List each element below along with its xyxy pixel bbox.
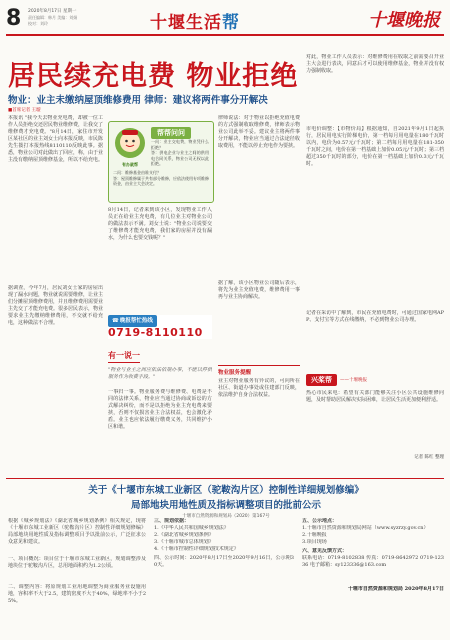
right-text-2: 市电价调整：【市物价局】根据通知，自2021年9月1日起执行，居民用电实行阶梯电价，第一档每月用电量在180千瓦时以内，电价为0.57元/千瓦时；第二档每月用电量在181-350千瓦时之间，电价在第一档基础上加价0.05元/千瓦时；第三档超过350千瓦时的部分，电价在第一档基础上加价0.3元/千瓦时。 [306, 126, 444, 167]
hotline-number: 0719-8110110 [108, 326, 203, 339]
ann-footer: 十堰市自然资源和规划局 2020年8月17日 [347, 586, 444, 592]
right-text-1: 对此，物业工作人员表示：对维修费用在收取之前需要召开业主大会进行表决，同意后才可以使用维修基金，物业并没有权力强制收取。 [306, 54, 444, 74]
page-number: 8 [6, 6, 22, 31]
ann-col1-para1: 根据《城乡规划法》《湖北省城乡规划条例》相关规定，现将《十堰市东城工业新区（驼鞍沟片区）控制性详细规划修编》局部地块用地性质及指标调整项目予以批前公示，广泛征求公众意见和建议。 [8, 518, 146, 545]
ann-col2-item-1: 1.《中华人民共和国城乡规划法》 [154, 525, 229, 531]
mascot-caption: 有办就帮 [122, 162, 138, 167]
mascot-icon [113, 126, 147, 160]
date-line: 2020年8月17日 星期一 [28, 9, 77, 14]
ann-col1-para2: 一、项目概况：项目位于十堰市东城工业新区，规划调整涉及地块位于驼鞍沟片区，总用地面积约为1.2公顷。 [8, 556, 146, 569]
hotline-banner [108, 315, 212, 339]
announcement [8, 482, 444, 638]
ann-col3-contact: 联系电话：0719-8102838 传真：0719-8642972 0719-12336 电子邮箱：sy123336@163.com [302, 555, 444, 568]
headline: 居民续充电费 物业拒绝 [8, 61, 299, 92]
announcement-col-3 [302, 518, 444, 636]
ann-col2-item-4: 4.《十堰市控制性详细规划技术规定》 [154, 546, 239, 552]
body-col-2: 据调查，今年7月，居民刘女士家的房屋出现了漏水问题，物业就说需要维修，让业主们分摊屋顶维修费用，并且维修费用需要业主先交了才能充电费。很多居民表示，物业要求业主先缴纳维修费用，不交就不给充电，这种做法不合理。 [8, 285, 103, 326]
announcement-title-2: 局部地块用地性质及指标调整项目的批前公示 [130, 500, 321, 511]
subheadline: 物业：业主未缴纳屋顶维修费用 律师：建议将两件事分开解决 [8, 95, 268, 106]
tips-box [108, 121, 214, 203]
ann-col1-para3: 二、调整内容：将原规划工业用地调整为商业服务业设施用地，容积率不大于2.5，建筑密度不大于40%，绿地率不小于25%。 [8, 584, 146, 604]
ann-col2-heading: 三、规划依据： [154, 518, 190, 524]
announcement-docnum: 十堰市自然资源和规划局（2020）第167号 [182, 514, 270, 519]
section-title: 十堰生活 [150, 13, 222, 33]
shuo-text: 一事归一事。物业服务费与维修费、电费是不同的法律关系，物业应当通过协商或诉讼的方式解决纠纷，而不是以拒绝为业主充电费来要挟，否则不仅损害业主合法权益，也会激化矛盾。业主也应依法履行缴费义务，共同维护小区和谐。 [108, 389, 212, 430]
tips-question-1: 一问：业主交电费，物业凭什么拒绝？ 答：供电企业与业主之间的供用电合同关系，物业公司无权以此拒绝。 [151, 139, 209, 166]
notice-box [218, 365, 300, 476]
byline: ■首席记者 王璇 [8, 108, 41, 113]
section-suffix: 帮 [222, 13, 239, 33]
editor-line: 责任编辑：韩月 美编：刘娟 [28, 15, 78, 20]
phone-icon: ☎ [112, 318, 119, 324]
body-col-5: 据了解，该小区物业公司随后表示，将先为业主充值电费，维修费用一事再与业主协商解决。 [218, 280, 300, 300]
right-column [306, 54, 444, 474]
announcement-col-2 [154, 518, 294, 636]
notice-text: 业主对物业服务有异议的，可向所在社区、街道办事处或住建部门反映，依法维护自身合法权益。 [218, 378, 300, 398]
ann-col3-feedback: 六、意见反馈方式： [302, 548, 348, 554]
ann-col3-item-3: 3.项目现场 [302, 539, 327, 545]
paper-name: 十堰晚报 [368, 10, 440, 31]
ann-col3-heading: 五、公示地点： [302, 518, 338, 524]
shuo-section [108, 343, 212, 473]
masthead-rule [6, 34, 444, 36]
body-col-4: 律师说法：对于物业以拒绝充值电费的方式强制收取维修费，律师表示物业公司此举不妥。建议业主将两件事分开解决，物业应当通过合法途径收取费用，不能以停止充电作为要挟。 [218, 115, 300, 149]
shuo-quote: "物业与业主之间应依法依规办事，不能以停供服务作为收费手段。" [108, 367, 212, 380]
tips-title: 帮帮问问 [151, 127, 191, 139]
announcement-col-1 [8, 518, 146, 636]
ann-col2-item-3: 3.《十堰市城市总体规划》 [154, 539, 214, 545]
section-divider [6, 478, 444, 479]
masthead [0, 0, 450, 58]
weekly-title: 兴桨帮 [306, 374, 337, 386]
right-text-3: 记者在采访中了解到，市民在充值电费时，可通过国家电网APP、支付宝等方式在线缴纳，不必到物业公司办理。 [306, 310, 444, 323]
ann-col3-item-1: 1.十堰市自然资源和规划局网站（www.syzrzy.gov.cn） [302, 525, 429, 531]
ann-col2-item-2: 2.《湖北省城乡规划条例》 [154, 532, 214, 538]
weekly-text: 热心市民来电：希望有关部门能够关注小区公共设施维修问题，及时帮助居民解决实际困难，让居民生活更加便利舒适。 [306, 390, 444, 403]
notice-title: 物业服务提醒 [218, 370, 252, 376]
body-col-3: 8月14日，记者来到该小区，发现物业工作人员正在给业主充电费，有几位业主对物业公司的做法表示不满。刘女士说："物业公司说要交了维修费才能充电费，我们家的房屋并没有漏水，为什么也要交钱呢？" [108, 207, 212, 241]
editor-line-2: 校对：刘玲 [28, 21, 48, 26]
weekly-box [306, 374, 444, 472]
ann-col2-para: 四、公示时间：2020年8月17日至2020年9月16日，公示期30天。 [154, 555, 294, 568]
article-body [8, 115, 300, 475]
section-logo [150, 8, 239, 32]
mascot-area [113, 126, 147, 166]
shuo-title: 有一说一 [108, 350, 140, 363]
ann-col3-item-2: 2.十堰晚报 [302, 532, 327, 538]
weekly-subtitle: ——十堰晚报 [340, 378, 367, 383]
hotline-brand: 晚报帮忙热线 [119, 318, 153, 324]
tips-question-2: 二问：维修基金由谁支付？ 答：屋顶维修属于共有部分维修，应依法使用专项维修资金，由业主大会决定。 [113, 170, 209, 186]
body-col-1: 本报讯 "我今天去物业充电费，却被一位工作人员拒绝交还居民物业维修费，让我交了维修费才充电费。"8月14日，家住市开发区某社区的业主刘女士向本报反映，市民陈先生拨打本报热线8110110反映此事。据悉，物业公司对此做出了回应，称，由于业主没有缴纳屋顶维修基金，所以不给充电。 [8, 115, 103, 163]
weekly-title-wrap [306, 374, 444, 386]
weekly-reporter: 记者 陈红 整理 [414, 455, 444, 460]
announcement-title-1: 关于《十堰市东城工业新区（驼鞍沟片区）控制性详细规划修编》 [88, 485, 364, 496]
